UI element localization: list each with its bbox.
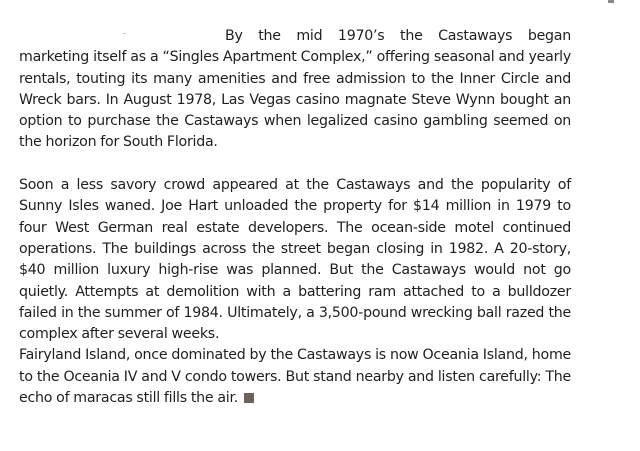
article-body xyxy=(19,26,571,409)
end-of-article-mark xyxy=(244,393,254,403)
paragraph-2: Soon a less savory crowd appeared at the Castaways and the popularity of Sunny Isles waned. Joe Hart unloaded the property for $14 million in 1979 to four West German real estate developers. The ocean-side motel continued operations. The buildings across the street began closing in 1982. A 20-story, $40 million luxury high-rise was planned. But the Castaways would not go quietly. Attempts at demolition with a battering ram attached to a bulldozer failed in the summer of 1984. Ultimately, a 3,500-pound wrecking ball razed the complex after several weeks. xyxy=(19,177,571,343)
paragraph-1: By the mid 1970’s the Castaways began marketing itself as a “Singles Apartment Complex,” offering seasonal and yearly rentals, touting its many amenities and free admission to the Inner Circle and Wreck bars. In August 1978, Las Vegas casino magnate Steve Wynn bought an option to purchase the Castaways when legalized casino gambling seemed on the horizon for South Florida. xyxy=(19,28,571,151)
paragraph-3 xyxy=(19,345,571,409)
page-edge-mark xyxy=(608,0,614,3)
paragraph-3-text: Fairyland Island, once dominated by the Castaways is now Oceania Island, home to the Oceania IV and V condo towers. But stand nearby and listen carefully: The echo of maracas still fills the air. xyxy=(19,347,571,407)
